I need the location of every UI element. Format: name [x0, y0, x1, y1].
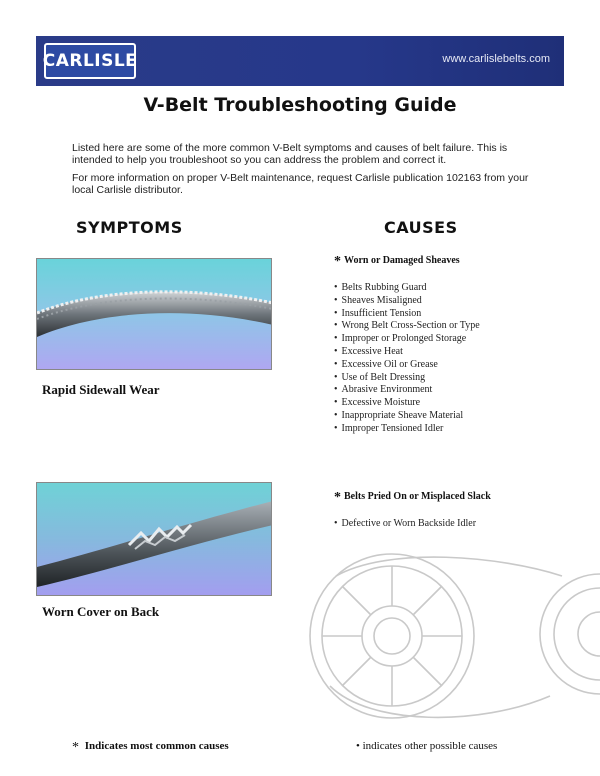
intro-text	[72, 142, 542, 202]
cause-heading	[334, 490, 584, 506]
cause-item: • Sheaves Misaligned	[334, 295, 584, 308]
logo-text: CARLISLE	[42, 51, 138, 71]
sidewall-wear-photo	[36, 258, 272, 370]
sidewall-wear-image	[37, 259, 272, 370]
cause-item: • Inappropriate Sheave Material	[334, 410, 584, 423]
header-band	[36, 36, 564, 86]
cause-heading	[334, 254, 584, 270]
worn-cover-photo	[36, 482, 272, 596]
cause-item: • Insufficient Tension	[334, 308, 584, 321]
pulley-illustration	[300, 546, 600, 746]
cause-group-pried-on	[334, 490, 584, 531]
causes-heading: CAUSES	[384, 218, 458, 237]
website-url[interactable]: www.carlislebelts.com	[442, 53, 550, 65]
legend-most-common-text: Indicates most common causes	[84, 740, 229, 752]
cause-item: • Abrasive Environment	[334, 384, 584, 397]
cause-item: • Belts Rubbing Guard	[334, 282, 584, 295]
carlisle-logo	[44, 43, 136, 79]
legend-most-common	[72, 740, 229, 756]
legend-bullet: •	[356, 740, 360, 752]
page-title: V-Belt Troubleshooting Guide	[143, 94, 457, 116]
legend-star: *	[72, 740, 79, 755]
cause-item: • Wrong Belt Cross-Section or Type	[334, 320, 584, 333]
cause-group-worn-sheaves	[334, 254, 584, 436]
cause-item: • Improper or Prolonged Storage	[334, 333, 584, 346]
cause-heading-text: Belts Pried On or Misplaced Slack	[344, 491, 491, 502]
cause-list	[334, 282, 584, 436]
cause-item: • Excessive Heat	[334, 346, 584, 359]
worn-cover-image	[37, 483, 272, 596]
cause-item: • Defective or Worn Backside Idler	[334, 518, 584, 531]
legend-other-text: indicates other possible causes	[362, 740, 498, 752]
symptom-label-sidewall-wear: Rapid Sidewall Wear	[42, 382, 160, 397]
cause-list	[334, 518, 584, 531]
cause-item: • Excessive Oil or Grease	[334, 359, 584, 372]
cause-item: • Excessive Moisture	[334, 397, 584, 410]
legend-other-causes	[356, 740, 497, 752]
cause-item: • Improper Tensioned Idler	[334, 423, 584, 436]
most-common-star: *	[334, 254, 341, 269]
symptoms-heading: SYMPTOMS	[76, 218, 183, 237]
most-common-star: *	[334, 490, 341, 505]
cause-heading-text: Worn or Damaged Sheaves	[344, 255, 460, 266]
symptom-label-worn-cover: Worn Cover on Back	[42, 604, 160, 619]
intro-paragraph-1: Listed here are some of the more common V-Belt symptoms and causes of belt failure. This is intended to help you troubleshoot so you can address the problem and correct it.	[72, 142, 508, 166]
cause-item: • Use of Belt Dressing	[334, 372, 584, 385]
intro-paragraph-2: For more information on proper V-Belt maintenance, request Carlisle publication 102163 from your local Carlisle distributor.	[72, 172, 529, 196]
